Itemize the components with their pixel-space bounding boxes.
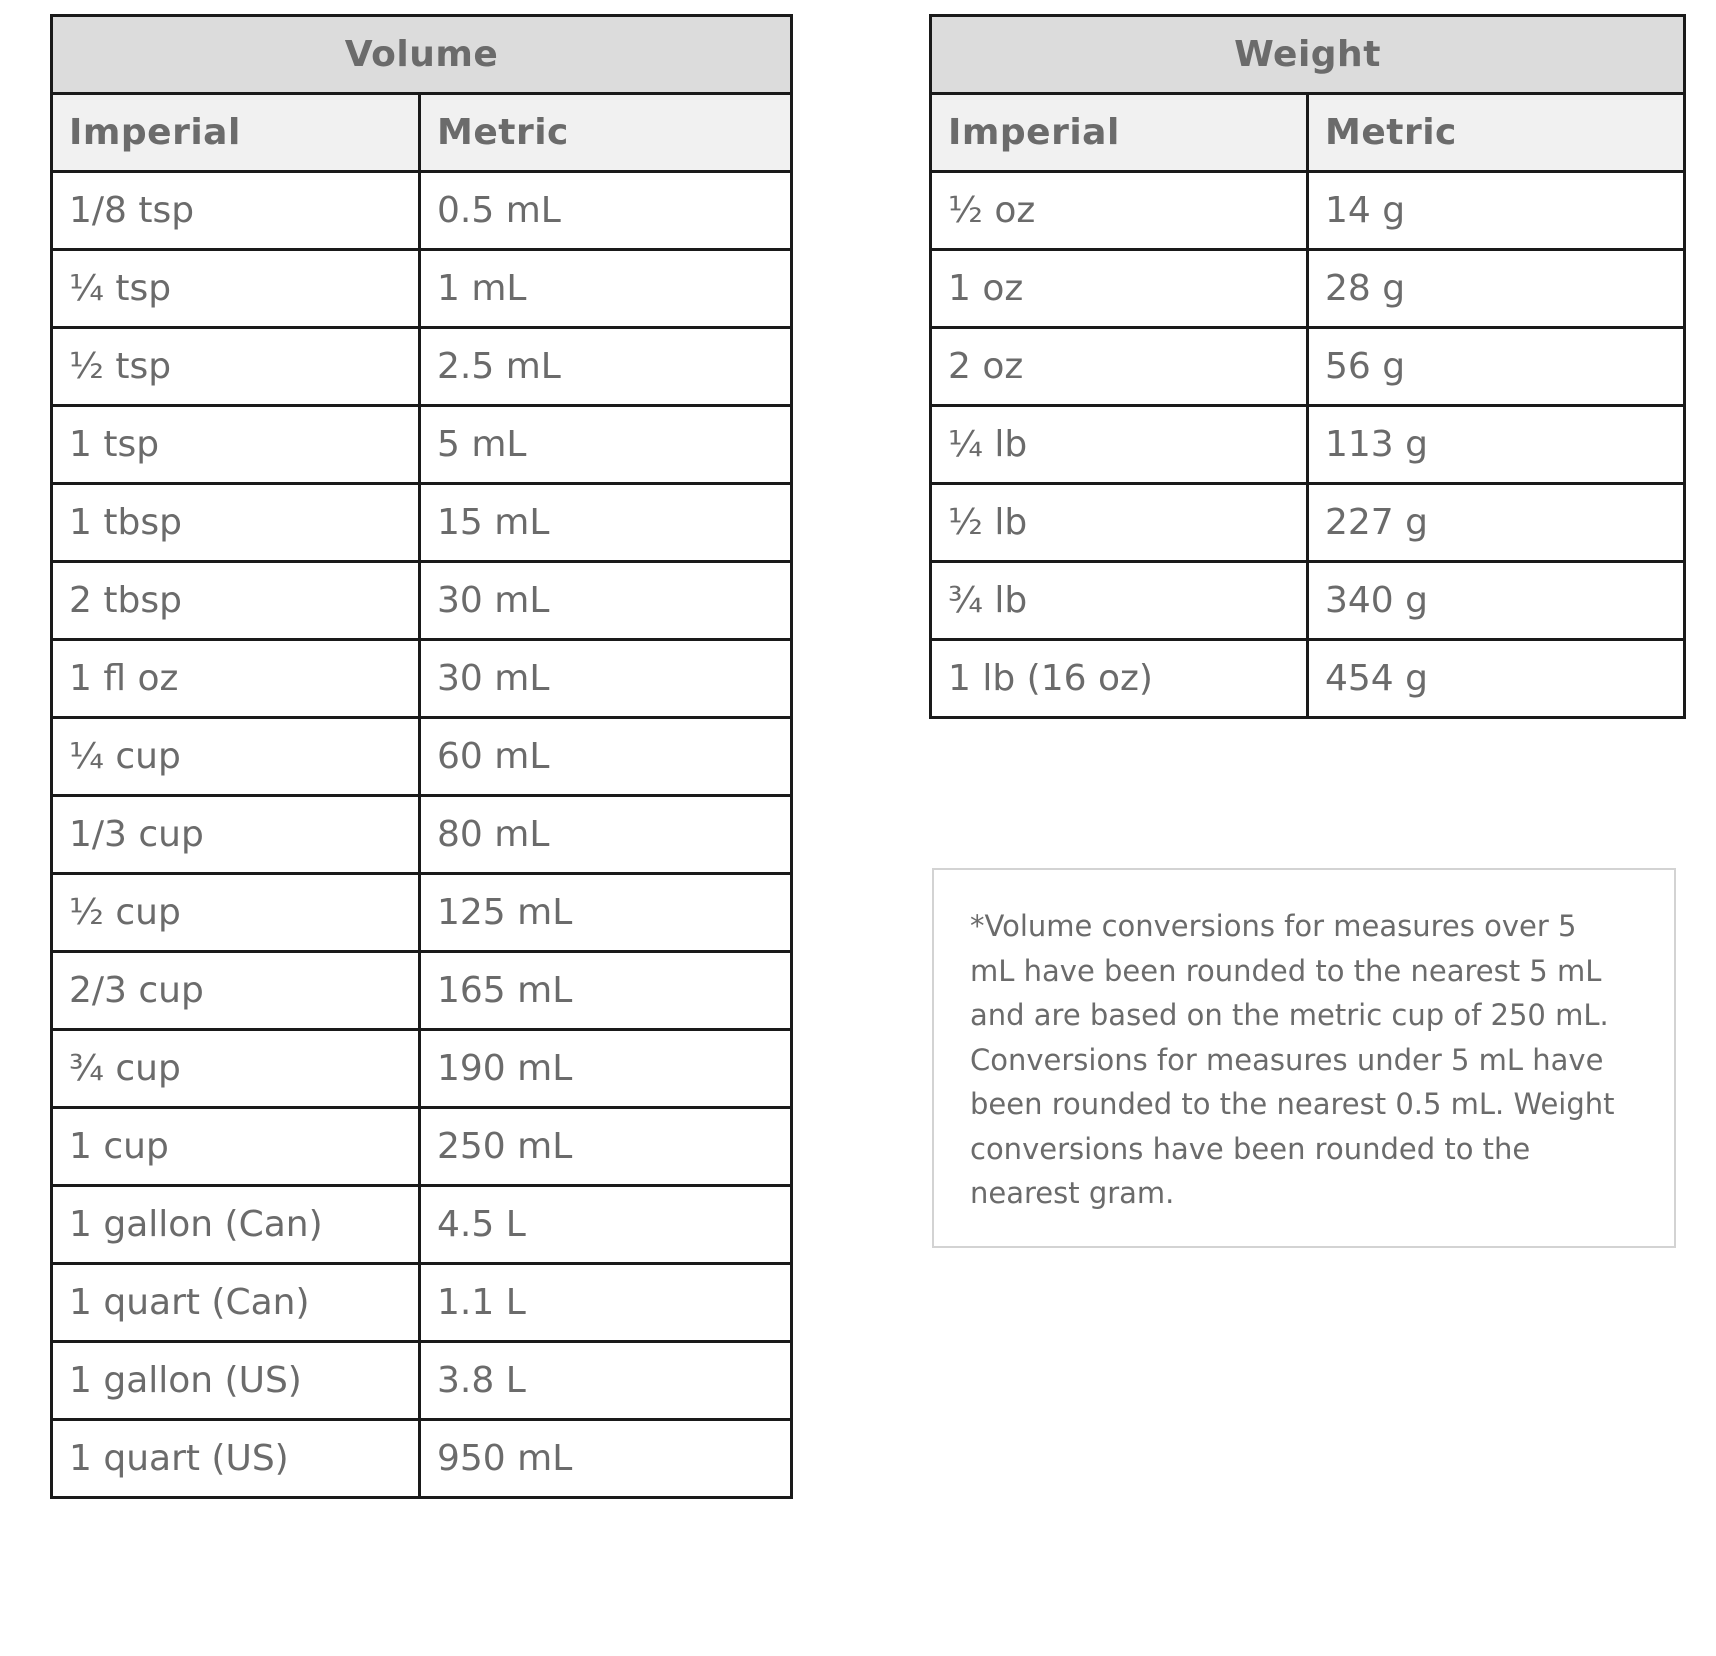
weight-title-row (931, 16, 1685, 94)
note-line: *Volume conversions for measures over 5 (970, 909, 1577, 943)
metric-cell: 80 mL (420, 796, 792, 874)
imperial-cell: 2 oz (931, 328, 1308, 406)
imperial-cell: 2 tbsp (52, 562, 420, 640)
metric-cell: 340 g (1308, 562, 1685, 640)
volume-header-row (52, 94, 792, 172)
metric-cell: 5 mL (420, 406, 792, 484)
table-row (52, 250, 792, 328)
weight-table-title: Weight (931, 16, 1685, 94)
conversion-note (932, 868, 1676, 1248)
weight-metric-header: Metric (1308, 94, 1685, 172)
imperial-cell: 1 tbsp (52, 484, 420, 562)
table-row (931, 562, 1685, 640)
volume-imperial-header: Imperial (52, 94, 420, 172)
metric-cell: 60 mL (420, 718, 792, 796)
table-row (931, 250, 1685, 328)
table-row (931, 328, 1685, 406)
weight-table (929, 14, 1686, 719)
metric-cell: 4.5 L (420, 1186, 792, 1264)
note-line: Conversions for measures under 5 mL have (970, 1042, 1604, 1077)
note-line: been rounded to the nearest 0.5 mL. Weight (970, 1087, 1615, 1121)
table-row (52, 1264, 792, 1342)
table-row (931, 484, 1685, 562)
imperial-cell: ¼ cup (52, 718, 420, 796)
imperial-cell: 1 cup (52, 1108, 420, 1186)
imperial-cell: 1/8 tsp (52, 172, 420, 250)
metric-cell: 1 mL (420, 250, 792, 328)
volume-title-row (52, 16, 792, 94)
imperial-cell: ¼ tsp (52, 250, 420, 328)
volume-table-body (52, 172, 792, 1498)
imperial-cell: ½ tsp (52, 328, 420, 406)
metric-cell: 14 g (1308, 172, 1685, 250)
table-row (52, 1186, 792, 1264)
metric-cell: 30 mL (420, 562, 792, 640)
table-row (52, 952, 792, 1030)
table-row (52, 1030, 792, 1108)
imperial-cell: 1 quart (Can) (52, 1264, 420, 1342)
volume-table (50, 14, 793, 1499)
metric-cell: 113 g (1308, 406, 1685, 484)
imperial-cell: 2/3 cup (52, 952, 420, 1030)
metric-cell: 56 g (1308, 328, 1685, 406)
imperial-cell: 1 tsp (52, 406, 420, 484)
metric-cell: 3.8 L (420, 1342, 792, 1420)
note-line: mL have been rounded to the nearest 5 mL (970, 953, 1602, 988)
volume-table-title: Volume (52, 16, 792, 94)
table-row (52, 796, 792, 874)
weight-imperial-header: Imperial (931, 94, 1308, 172)
weight-table-body (931, 172, 1685, 718)
imperial-cell: 1 gallon (Can) (52, 1186, 420, 1264)
note-line: conversions have been rounded to the (970, 1131, 1531, 1166)
table-row (52, 640, 792, 718)
imperial-cell: ¾ lb (931, 562, 1308, 640)
table-row (52, 562, 792, 640)
imperial-cell: 1 lb (16 oz) (931, 640, 1308, 718)
table-row (52, 874, 792, 952)
metric-cell: 1.1 L (420, 1264, 792, 1342)
table-row (931, 406, 1685, 484)
metric-cell: 227 g (1308, 484, 1685, 562)
imperial-cell: ¼ lb (931, 406, 1308, 484)
metric-cell: 125 mL (420, 874, 792, 952)
table-row (931, 640, 1685, 718)
imperial-cell: 1 gallon (US) (52, 1342, 420, 1420)
metric-cell: 165 mL (420, 952, 792, 1030)
imperial-cell: ¾ cup (52, 1030, 420, 1108)
imperial-cell: ½ lb (931, 484, 1308, 562)
imperial-cell: 1 oz (931, 250, 1308, 328)
table-row (52, 172, 792, 250)
metric-cell: 30 mL (420, 640, 792, 718)
imperial-cell: 1 quart (US) (52, 1420, 420, 1498)
imperial-cell: 1 fl oz (52, 640, 420, 718)
metric-cell: 950 mL (420, 1420, 792, 1498)
metric-cell: 0.5 mL (420, 172, 792, 250)
imperial-cell: 1/3 cup (52, 796, 420, 874)
metric-cell: 190 mL (420, 1030, 792, 1108)
table-row (931, 172, 1685, 250)
metric-cell: 15 mL (420, 484, 792, 562)
imperial-cell: ½ cup (52, 874, 420, 952)
table-row (52, 406, 792, 484)
note-line: nearest gram. (970, 1176, 1175, 1210)
metric-cell: 454 g (1308, 640, 1685, 718)
table-row (52, 1420, 792, 1498)
table-row (52, 1342, 792, 1420)
weight-header-row (931, 94, 1685, 172)
volume-metric-header: Metric (420, 94, 792, 172)
note-line: and are based on the metric cup of 250 mL. (970, 998, 1609, 1032)
table-row (52, 484, 792, 562)
table-row (52, 328, 792, 406)
metric-cell: 28 g (1308, 250, 1685, 328)
metric-cell: 250 mL (420, 1108, 792, 1186)
table-row (52, 1108, 792, 1186)
metric-cell: 2.5 mL (420, 328, 792, 406)
table-row (52, 718, 792, 796)
imperial-cell: ½ oz (931, 172, 1308, 250)
